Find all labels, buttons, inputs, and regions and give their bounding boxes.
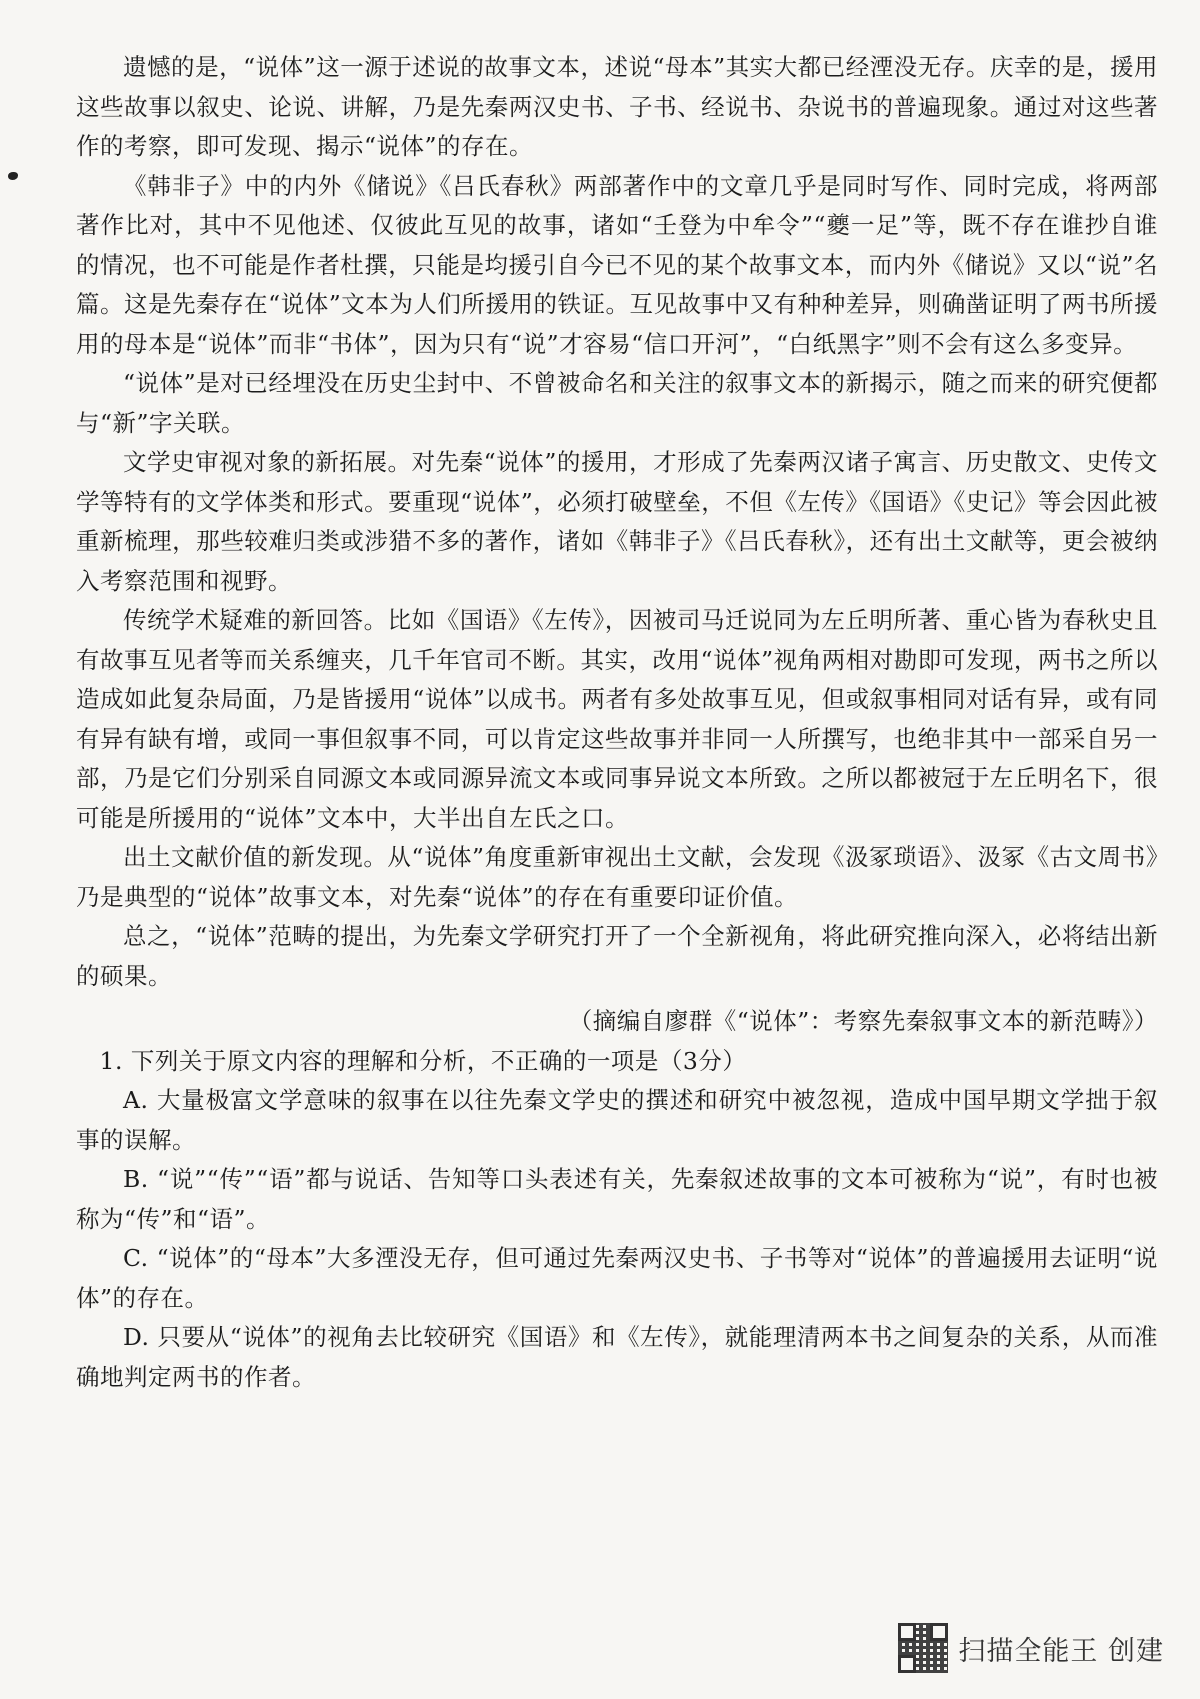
qr-code-icon xyxy=(898,1623,948,1673)
scanner-watermark xyxy=(898,1623,1164,1673)
option-a: A. 大量极富文学意味的叙事在以往先秦文学史的撰述和研究中被忽视，造成中国早期文学拙于叙事的误解。 xyxy=(76,1086,1158,1154)
paragraph-1: 遗憾的是，“说体”这一源于述说的故事文本，述说“母本”其实大都已经湮没无存。庆幸的是，援用这些故事以叙史、论说、讲解，乃是先秦两汉史书、子书、经说书、杂说书的普遍现象。通过对这些著作的考察，即可发现、揭示“说体”的存在。 xyxy=(76,53,1158,160)
paragraph-3: “说体”是对已经埋没在历史尘封中、不曾被命名和关注的叙事文本的新揭示，随之而来的研究便都与“新”字关联。 xyxy=(76,369,1158,437)
watermark-text: 扫描全能王 创建 xyxy=(958,1635,1164,1667)
document-page xyxy=(76,48,1158,1397)
question-stem: 1. 下列关于原文内容的理解和分析，不正确的一项是（3分） xyxy=(99,1046,747,1075)
paragraph-2: 《韩非子》中的内外《储说》《吕氏春秋》两部著作中的文章几乎是同时写作、同时完成，将两部著作比对，其中不见他述、仅彼此互见的故事，诸如“壬登为中牟令”“夔一足”等，既不存在谁抄自谁的情况，也不可能是作者杜撰，只能是均援引自今已不见的某个故事文本，而内外《储说》又以“说”名篇。这是先秦存在“说体”文本为人们所援用的铁证。互见故事中又有种种差异，则确凿证明了两书所援用的母本是“说体”而非“书体”，因为只有“说”才容易“信口开河”，“白纸黑字”则不会有这么多变异。 xyxy=(76,171,1158,358)
option-c: C. “说体”的“母本”大多湮没无存，但可通过先秦两汉史书、子书等对“说体”的普遍援用去证明“说体”的存在。 xyxy=(76,1244,1158,1312)
paragraph-4: 文学史审视对象的新拓展。对先秦“说体”的援用，才形成了先秦两汉诸子寓言、历史散文、史传文学等特有的文学体类和形式。要重现“说体”，必须打破壁垒，不但《左传》《国语》《史记》等会因此被重新梳理，那些较难归类或涉猎不多的著作，诸如《韩非子》《吕氏春秋》，还有出土文献等，更会被纳入考察范围和视野。 xyxy=(76,448,1158,595)
paragraph-5: 传统学术疑难的新回答。比如《国语》《左传》，因被司马迁说同为左丘明所著、重心皆为春秋史且有故事互见者等而关系缠夹，几千年官司不断。其实，改用“说体”视角两相对勘即可发现，两书之所以造成如此复杂局面，乃是皆援用“说体”以成书。两者有多处故事互见，但或叙事相同对话有异，或有同有异有缺有增，或同一事但叙事不同，可以肯定这些故事并非同一人所撰写，也绝非其中一部采自另一部，乃是它们分别采自同源文本或同源异流文本或同事异说文本所致。之所以都被冠于左丘明名下，很可能是所援用的“说体”文本中，大半出自左氏之口。 xyxy=(76,606,1158,832)
option-b: B. “说”“传”“语”都与说话、告知等口头表述有关，先秦叙述故事的文本可被称为“说”，有时也被称为“传”和“语”。 xyxy=(76,1165,1158,1233)
source-citation: （摘编自廖群《“说体”：考察先秦叙事文本的新范畴》） xyxy=(568,1007,1158,1035)
scan-speck xyxy=(8,172,18,180)
paragraph-7: 总之，“说体”范畴的提出，为先秦文学研究打开了一个全新视角，将此研究推向深入，必将结出新的硕果。 xyxy=(76,922,1158,990)
paragraph-6: 出土文献价值的新发现。从“说体”角度重新审视出土文献，会发现《汲冢琐语》、汲冢《古文周书》乃是典型的“说体”故事文本，对先秦“说体”的存在有重要印证价值。 xyxy=(76,843,1158,911)
question-block xyxy=(76,1042,1158,1398)
option-d: D. 只要从“说体”的视角去比较研究《国语》和《左传》，就能理清两本书之间复杂的关系，从而准确地判定两书的作者。 xyxy=(76,1323,1158,1391)
